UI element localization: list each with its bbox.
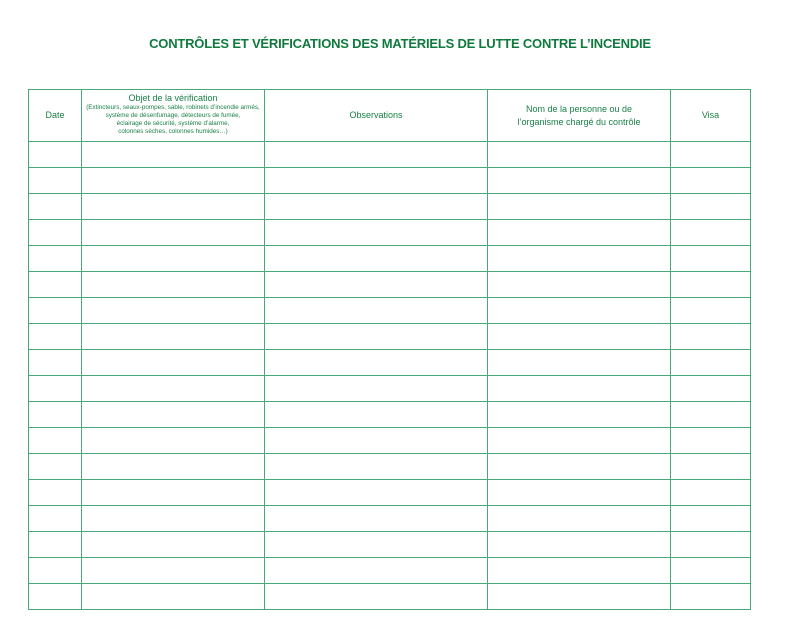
table-row <box>29 532 751 558</box>
visa-cell[interactable] <box>671 402 751 428</box>
visa-cell[interactable] <box>671 350 751 376</box>
observations-cell[interactable] <box>265 142 488 168</box>
table-row <box>29 506 751 532</box>
column-header-observations: Observations <box>265 90 488 142</box>
visa-cell[interactable] <box>671 376 751 402</box>
column-header-objet-heading: Objet de la vérification <box>128 93 218 104</box>
observations-cell[interactable] <box>265 298 488 324</box>
date-cell[interactable] <box>29 194 82 220</box>
register-body <box>29 142 751 610</box>
visa-cell[interactable] <box>671 194 751 220</box>
table-row <box>29 376 751 402</box>
visa-cell[interactable] <box>671 272 751 298</box>
objet-cell[interactable] <box>82 428 265 454</box>
date-cell[interactable] <box>29 350 82 376</box>
nom-cell[interactable] <box>488 402 671 428</box>
table-row <box>29 558 751 584</box>
date-cell[interactable] <box>29 402 82 428</box>
observations-cell[interactable] <box>265 168 488 194</box>
objet-cell[interactable] <box>82 402 265 428</box>
date-cell[interactable] <box>29 454 82 480</box>
objet-cell[interactable] <box>82 142 265 168</box>
objet-cell[interactable] <box>82 584 265 610</box>
nom-cell[interactable] <box>488 532 671 558</box>
visa-cell[interactable] <box>671 142 751 168</box>
visa-cell[interactable] <box>671 558 751 584</box>
table-row <box>29 402 751 428</box>
visa-cell[interactable] <box>671 220 751 246</box>
objet-cell[interactable] <box>82 480 265 506</box>
observations-cell[interactable] <box>265 350 488 376</box>
observations-cell[interactable] <box>265 220 488 246</box>
visa-cell[interactable] <box>671 324 751 350</box>
objet-cell[interactable] <box>82 454 265 480</box>
objet-cell[interactable] <box>82 246 265 272</box>
table-row <box>29 168 751 194</box>
visa-cell[interactable] <box>671 168 751 194</box>
objet-note-line: système de désenfumage, détecteurs de fumée, <box>105 112 241 120</box>
objet-note-line: (Extincteurs, seaux-pompes, sable, robinets d’incendie armés, <box>86 104 260 112</box>
column-header-visa: Visa <box>671 90 751 142</box>
objet-cell[interactable] <box>82 506 265 532</box>
date-cell[interactable] <box>29 220 82 246</box>
date-cell[interactable] <box>29 506 82 532</box>
observations-cell[interactable] <box>265 376 488 402</box>
objet-cell[interactable] <box>82 532 265 558</box>
date-cell[interactable] <box>29 272 82 298</box>
table-row <box>29 142 751 168</box>
objet-cell[interactable] <box>82 168 265 194</box>
table-row <box>29 220 751 246</box>
table-row <box>29 298 751 324</box>
table-row <box>29 246 751 272</box>
column-header-objet <box>82 90 265 142</box>
nom-cell[interactable] <box>488 246 671 272</box>
objet-note-line: colonnes sèches, colonnes humides…) <box>118 128 228 136</box>
visa-cell[interactable] <box>671 532 751 558</box>
verification-register-table <box>28 89 751 610</box>
observations-cell[interactable] <box>265 454 488 480</box>
nom-cell[interactable] <box>488 350 671 376</box>
objet-note-line: éclairage de sécurité, système d’alarme, <box>116 120 230 128</box>
nom-cell[interactable] <box>488 558 671 584</box>
nom-cell[interactable] <box>488 142 671 168</box>
date-cell[interactable] <box>29 480 82 506</box>
visa-cell[interactable] <box>671 454 751 480</box>
nom-cell[interactable] <box>488 480 671 506</box>
date-cell[interactable] <box>29 376 82 402</box>
nom-cell[interactable] <box>488 506 671 532</box>
objet-cell[interactable] <box>82 350 265 376</box>
table-header-row <box>29 90 751 142</box>
table-row <box>29 428 751 454</box>
nom-cell[interactable] <box>488 428 671 454</box>
column-header-date: Date <box>29 90 82 142</box>
objet-cell[interactable] <box>82 324 265 350</box>
date-cell[interactable] <box>29 428 82 454</box>
visa-cell[interactable] <box>671 480 751 506</box>
nom-header-line: l’organisme chargé du contrôle <box>517 116 641 127</box>
observations-cell[interactable] <box>265 194 488 220</box>
objet-cell[interactable] <box>82 194 265 220</box>
table-row <box>29 480 751 506</box>
visa-cell[interactable] <box>671 506 751 532</box>
date-cell[interactable] <box>29 168 82 194</box>
visa-cell[interactable] <box>671 428 751 454</box>
nom-cell[interactable] <box>488 376 671 402</box>
date-cell[interactable] <box>29 532 82 558</box>
date-cell[interactable] <box>29 298 82 324</box>
observations-cell[interactable] <box>265 272 488 298</box>
nom-header-line: Nom de la personne ou de <box>525 104 633 115</box>
observations-cell[interactable] <box>265 558 488 584</box>
table-row <box>29 324 751 350</box>
nom-cell[interactable] <box>488 220 671 246</box>
objet-cell[interactable] <box>82 298 265 324</box>
nom-cell[interactable] <box>488 324 671 350</box>
observations-cell[interactable] <box>265 506 488 532</box>
observations-cell[interactable] <box>265 324 488 350</box>
observations-cell[interactable] <box>265 246 488 272</box>
objet-cell[interactable] <box>82 220 265 246</box>
nom-cell[interactable] <box>488 584 671 610</box>
table-row <box>29 194 751 220</box>
date-cell[interactable] <box>29 584 82 610</box>
column-header-objet-note <box>82 104 264 136</box>
objet-cell[interactable] <box>82 376 265 402</box>
nom-cell[interactable] <box>488 272 671 298</box>
table-row <box>29 272 751 298</box>
objet-cell[interactable] <box>82 272 265 298</box>
date-cell[interactable] <box>29 558 82 584</box>
observations-cell[interactable] <box>265 532 488 558</box>
nom-cell[interactable] <box>488 298 671 324</box>
nom-cell[interactable] <box>488 454 671 480</box>
table-row <box>29 584 751 610</box>
visa-cell[interactable] <box>671 246 751 272</box>
page-title: CONTRÔLES ET VÉRIFICATIONS DES MATÉRIELS DE LUTTE CONTRE L’INCENDIE <box>149 36 651 51</box>
observations-cell[interactable] <box>265 584 488 610</box>
observations-cell[interactable] <box>265 402 488 428</box>
table-row <box>29 350 751 376</box>
table-row <box>29 454 751 480</box>
nom-cell[interactable] <box>488 194 671 220</box>
observations-cell[interactable] <box>265 480 488 506</box>
visa-cell[interactable] <box>671 584 751 610</box>
nom-cell[interactable] <box>488 168 671 194</box>
column-header-nom <box>488 90 671 142</box>
date-cell[interactable] <box>29 324 82 350</box>
date-cell[interactable] <box>29 142 82 168</box>
date-cell[interactable] <box>29 246 82 272</box>
observations-cell[interactable] <box>265 428 488 454</box>
visa-cell[interactable] <box>671 298 751 324</box>
objet-cell[interactable] <box>82 558 265 584</box>
